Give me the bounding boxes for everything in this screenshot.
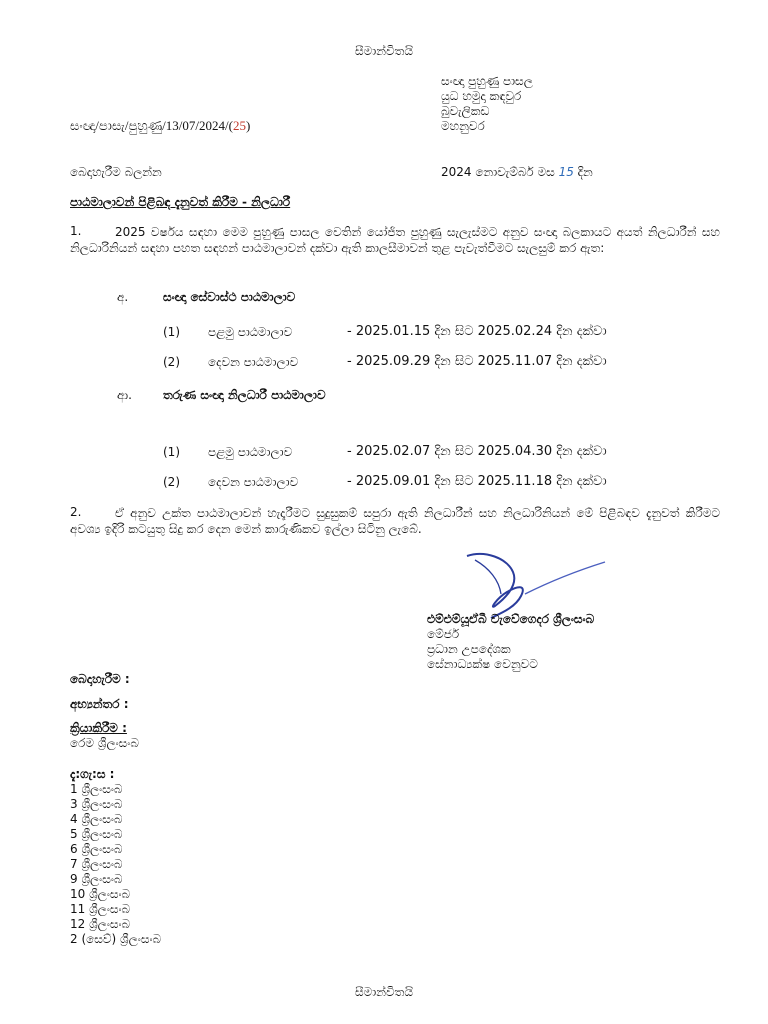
action-item-1: රෙම ශ්‍රීලංසංබ [70, 736, 139, 750]
para2-text: ඒ අනුව උක්ත පාඨමාලාවන් හැදෑරීමට සුදුසුකම් සපුරා ඇති නිලධාරීන් සහ නිලධාරිනියන් මේ පිළිබඳව දැනුවත් කිරීමට අවශ්‍ය ඉදිරි කටයුතු සිදු කර දෙන මෙන් කාරුණිකව ඉල්ලා සිටිනු ලැබේ. [70, 506, 720, 536]
section-b-item-2-dates: - 2025.09.01 දින සිට 2025.11.18 දින දක්වා [347, 474, 607, 489]
section-a-item-1-dates: - 2025.01.15 දින සිට 2025.02.24 දින දක්වා [347, 324, 607, 339]
info-item-11: 2 (සෙව්) ශ්‍රීලංසංබ [70, 932, 162, 946]
info-item-5: 6 ශ්‍රීලංසංබ [70, 842, 123, 856]
section-a-item-1-num: (1) [163, 325, 180, 339]
section-b-item-1-name: පළමු පාඨමාලාව [208, 445, 293, 459]
section-a-letter: අ. [117, 290, 129, 304]
info-item-7: 9 ශ්‍රීලංසංබ [70, 872, 123, 886]
section-b-title: තරුණ සංඥා නිලධාරී පාඨමාලාව [163, 388, 326, 402]
para1-text: 2025 වර්ෂය සඳහා මෙම පුහුණු පාසල වෙතින් යෝජිත පුහුණු සැලැස්මට අනුව සංඥා බලකායට අයත් නිලධාරීන් සහ නිලධාරිනියන් සඳහා පහත සඳහන් පාඨමාලාවන් දක්වා ඇති කාලසීමාවන් තුළ පැවැත්වීමට සැලසුම් කර ඇත: [70, 225, 720, 255]
reference-suffix: ) [245, 118, 251, 133]
para1-number: 1. [70, 224, 82, 238]
address-line-1: සංඥා පුහුණු පාසල [441, 74, 533, 88]
date-prefix: 2024 නොවැම්බර් මස [441, 165, 555, 179]
address-line-2: යුධ හමුදා කඳවුර [441, 89, 522, 103]
para2-number: 2. [70, 505, 82, 519]
section-b-letter: ආ. [117, 388, 132, 402]
distribution-label: බෙදාහැරීම : [70, 672, 130, 686]
signatory-name: එම්එම්යූඒබී වැවේගෙදර ශ්‍රීලංසංබ [427, 612, 595, 626]
section-a-title: සංඥා සේවාස්ථ පාඨමාලාව [163, 290, 296, 304]
address-line-3: බුවැලිකඩ [441, 104, 490, 118]
info-item-1: 1 ශ්‍රීලංසංබ [70, 782, 123, 796]
signatory-on-behalf: සේනාධ්‍යක්ෂ වෙනුවට [427, 657, 538, 671]
reference-number [70, 119, 250, 133]
action-label: ක්‍රියාකිරීම : [70, 721, 127, 735]
section-a-item-2-dates: - 2025.09.29 දින සිට 2025.11.07 දින දක්වා [347, 354, 607, 369]
letter-date [441, 165, 593, 179]
classification-bottom: සීමාන්විතයි [355, 985, 413, 999]
info-item-8: 10 ශ්‍රීලංසංබ [70, 887, 131, 901]
info-item-3: 4 ශ්‍රීලංසංබ [70, 812, 123, 826]
section-b-item-2-num: (2) [163, 475, 180, 489]
reference-prefix: සංඥා/පාසැ/පුහුණු/13/07/2024/( [70, 118, 233, 133]
info-label: දැ:ගැ:ස : [70, 767, 115, 781]
section-a-item-2-num: (2) [163, 355, 180, 369]
address-line-4: මහනුවර [441, 119, 485, 133]
date-suffix: දින [577, 165, 593, 179]
internal-label: අභ්‍යන්තර : [70, 697, 129, 711]
reference-serial: 25 [232, 118, 246, 133]
info-item-10: 12 ශ්‍රීලංසංබ [70, 917, 131, 931]
info-item-4: 5 ශ්‍රීලංසංබ [70, 827, 123, 841]
signatory-rank: මේජර් [427, 627, 460, 641]
info-item-2: 3 ශ්‍රීලංසංබ [70, 797, 123, 811]
section-a-item-1-name: පළමු පාඨමාලාව [208, 325, 293, 339]
section-b-item-2-name: දෙවන පාඨමාලාව [208, 475, 299, 489]
info-item-6: 7 ශ්‍රීලංසංබ [70, 857, 123, 871]
section-b-item-1-num: (1) [163, 445, 180, 459]
subject-heading: පාඨමාලාවන් පිළිබඳ දැනුවත් කිරීම - නිලධාරී [70, 195, 291, 209]
section-a-item-2-name: දෙවන පාඨමාලාව [208, 355, 299, 369]
section-b-item-1-dates: - 2025.02.07 දින සිට 2025.04.30 දින දක්වා [347, 444, 607, 459]
date-day: 15 [558, 165, 574, 179]
classification-top: සීමාන්විතයි [355, 44, 413, 58]
see-distribution: බෙදාහැරීම බලන්න [70, 165, 162, 179]
signatory-title: ප්‍රධාන උපදේශක [427, 642, 511, 656]
info-item-9: 11 ශ්‍රීලංසංබ [70, 902, 131, 916]
